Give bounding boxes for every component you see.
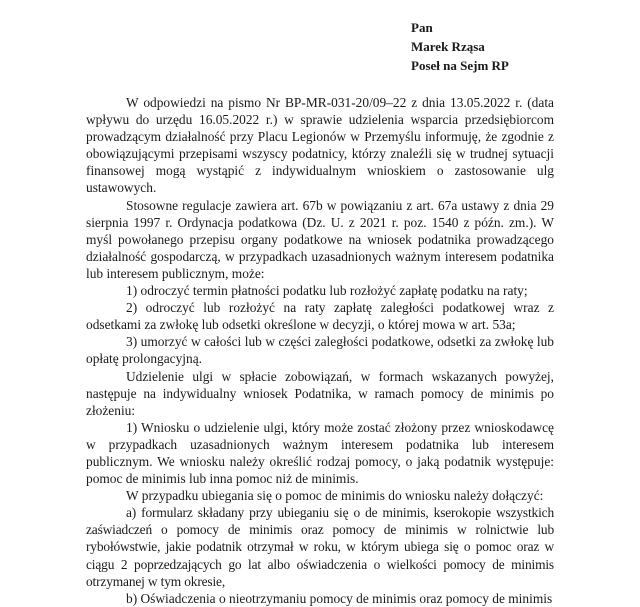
paragraph-regulations: Stosowne regulacje zawiera art. 67b w powiązaniu z art. 67a ustawy z dnia 29 sierpnia 1997 r. Ordynacja podatkowa (Dz. U. z 2021 r. poz. 1540 z późn. zm.). W myśl powołanego przepisu organy podatkowe na wniosek podatnika prowadzącego działalność gospodarczą, w przypadkach uzasadnionych ważnym interesem podatnika lub interesem publicznym, może: <box>86 197 554 281</box>
list-item-a: a) formularz składany przy ubieganiu się o de minimis, kserokopie wszystkich zaświadczeń o pomocy de minimis oraz pomocy de minimis w rolnictwie lub rybołówstwie, jakie podatnik otrzymał w roku, w którym ubiega się o pomoc oraz w ciągu 2 poprzedzających go lat albo oświadczenia o wielkości pomocy de minimis otrzymanej w tym okresie, <box>86 505 554 589</box>
addressee-salutation: Pan <box>411 20 433 35</box>
paragraph-intro: W odpowiedzi na pismo Nr BP-MR-031-20/09–22 z dnia 13.05.2022 r. (data wpływu do urzędu 16.05.2022 r.) w sprawie udzielenia wsparcia przedsiębiorcom prowadzącym działalność przy Placu Legionów w Przemyślu informuję, że zgodnie z obowiązującymi przepisami wszyscy podatnicy, którzy znaleźli się w trudnej sytuacji finansowej mogą wystąpić z indywidualnym wnioskiem o zastosowanie ulg ustawowych. <box>86 95 554 196</box>
addressee-title: Poseł na Sejm RP <box>411 58 509 73</box>
list-item-1: 1) odroczyć termin płatności podatku lub rozłożyć zapłatę podatku na raty; <box>126 283 528 299</box>
addressee-block <box>411 18 509 75</box>
addressee-name: Marek Rząsa <box>411 39 485 54</box>
paragraph-de-minimis: W przypadku ubiegania się o pomoc de minimis do wniosku należy dołączyć: <box>126 488 544 504</box>
paragraph-application: 1) Wniosku o udzielenie ulgi, który może zostać złożony przez wnioskodawcę w przypadkach uzasadnionych ważnym interesem podatnika lub interesem publicznym. We wniosku należy określić rodzaj pomocy, o jaką podatnik występuje: pomoc de minimis lub inna pomoc niż de minimis. <box>86 419 554 487</box>
list-item-b: b) Oświadczenia o nieotrzymaniu pomocy de minimis oraz pomocy de minimis <box>126 590 553 606</box>
list-item-2: 2) odroczyć lub rozłożyć na raty zapłatę zaległości podatkowej wraz z odsetkami za zwłokę lub odsetki określone w decyzji, o której mowa w art. 53a; <box>86 300 554 333</box>
list-item-3: 3) umorzyć w całości lub w części zaległości podatkowe, odsetki za zwłokę lub opłatę prolongacyjną. <box>86 334 554 367</box>
letter-body <box>86 94 554 607</box>
paragraph-relief: Udzielenie ulgi w spłacie zobowiązań, w formach wskazanych powyżej, następuje na indywidualny wniosek Podatnika, w ramach pomocy de minimis po złożeniu: <box>86 368 554 418</box>
